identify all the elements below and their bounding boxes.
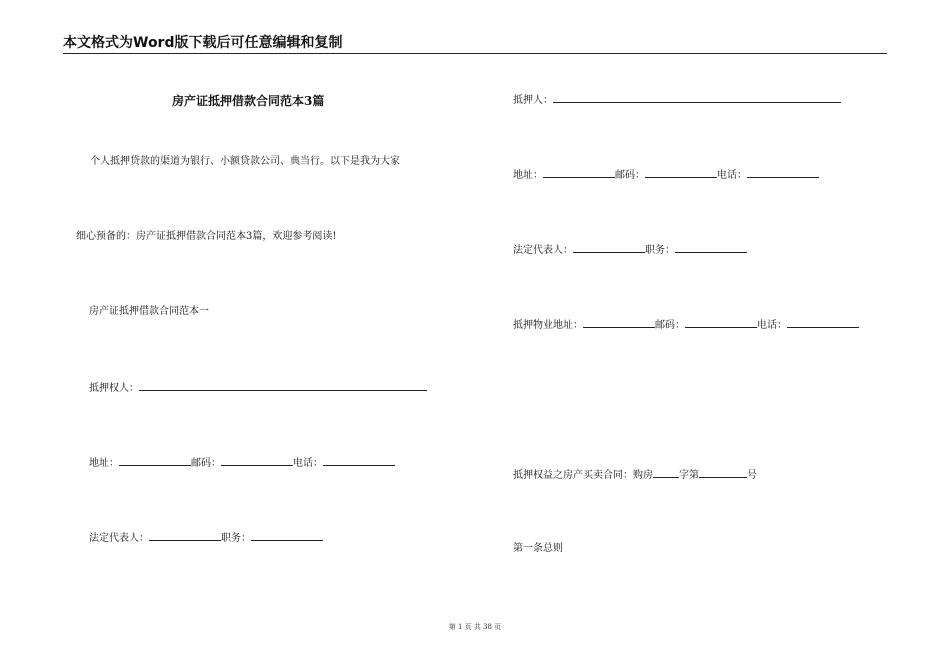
property-address-row: [513, 317, 859, 333]
position-label: 职务：: [221, 533, 251, 544]
postcode-label: 邮码：: [191, 458, 221, 469]
address-label: 地址：: [89, 458, 119, 469]
postcode-blank[interactable]: [685, 317, 757, 328]
legal-rep-blank[interactable]: [149, 530, 221, 541]
right-address-row: [513, 167, 819, 183]
postcode-blank[interactable]: [221, 455, 293, 466]
address-label: 地址：: [513, 170, 543, 181]
mortgagor-row: [513, 92, 841, 108]
position-label: 职务：: [645, 245, 675, 256]
mortgagor-blank[interactable]: [553, 92, 841, 103]
right-legal-rep-row: [513, 242, 747, 258]
address-blank[interactable]: [543, 167, 615, 178]
article-1-heading: 第一条总则: [513, 543, 563, 554]
mortgagee-blank[interactable]: [139, 380, 427, 391]
legal-rep-blank[interactable]: [573, 242, 645, 253]
phone-blank[interactable]: [747, 167, 819, 178]
phone-label: 电话：: [717, 170, 747, 181]
property-address-label: 抵押物业地址：: [513, 320, 583, 331]
page-footer: 第 1 页 共 38 页: [448, 623, 502, 631]
contract-mid-label: 字第: [679, 470, 699, 481]
mortgagee-label: 抵押权人：: [89, 383, 139, 394]
position-blank[interactable]: [675, 242, 747, 253]
address-blank[interactable]: [119, 455, 191, 466]
contract-blank-2[interactable]: [699, 467, 747, 478]
legal-rep-label: 法定代表人：: [89, 533, 149, 544]
phone-blank[interactable]: [323, 455, 395, 466]
postcode-label: 邮码：: [655, 320, 685, 331]
contract-end-label: 号: [747, 470, 757, 481]
left-address-row: [89, 455, 395, 471]
contract-row: [513, 467, 757, 483]
mortgagor-label: 抵押人：: [513, 95, 553, 106]
phone-label: 电话：: [757, 320, 787, 331]
phone-blank[interactable]: [787, 317, 859, 328]
legal-rep-label: 法定代表人：: [513, 245, 573, 256]
mortgagee-row: [89, 380, 427, 396]
intro-paragraph-line-2: 细心预备的：房产证抵押借款合同范本3篇，欢迎参考阅读!: [76, 231, 337, 242]
position-blank[interactable]: [251, 530, 323, 541]
contract-label: 抵押权益之房产买卖合同：购房: [513, 470, 653, 481]
section-heading: 房产证抵押借款合同范本一: [89, 306, 209, 317]
postcode-label: 邮码：: [615, 170, 645, 181]
contract-blank-1[interactable]: [653, 467, 679, 478]
left-legal-rep-row: [89, 530, 323, 546]
page-banner: 本文格式为Word版下载后可任意编辑和复制: [63, 35, 343, 51]
intro-paragraph-line-1: 个人抵押贷款的渠道为银行、小额贷款公司、典当行。以下是我为大家: [90, 156, 400, 167]
phone-label: 电话：: [293, 458, 323, 469]
postcode-blank[interactable]: [645, 167, 717, 178]
document-title: 房产证抵押借款合同范本3篇: [172, 94, 325, 108]
property-address-blank[interactable]: [583, 317, 655, 328]
banner-rule: [63, 53, 887, 54]
